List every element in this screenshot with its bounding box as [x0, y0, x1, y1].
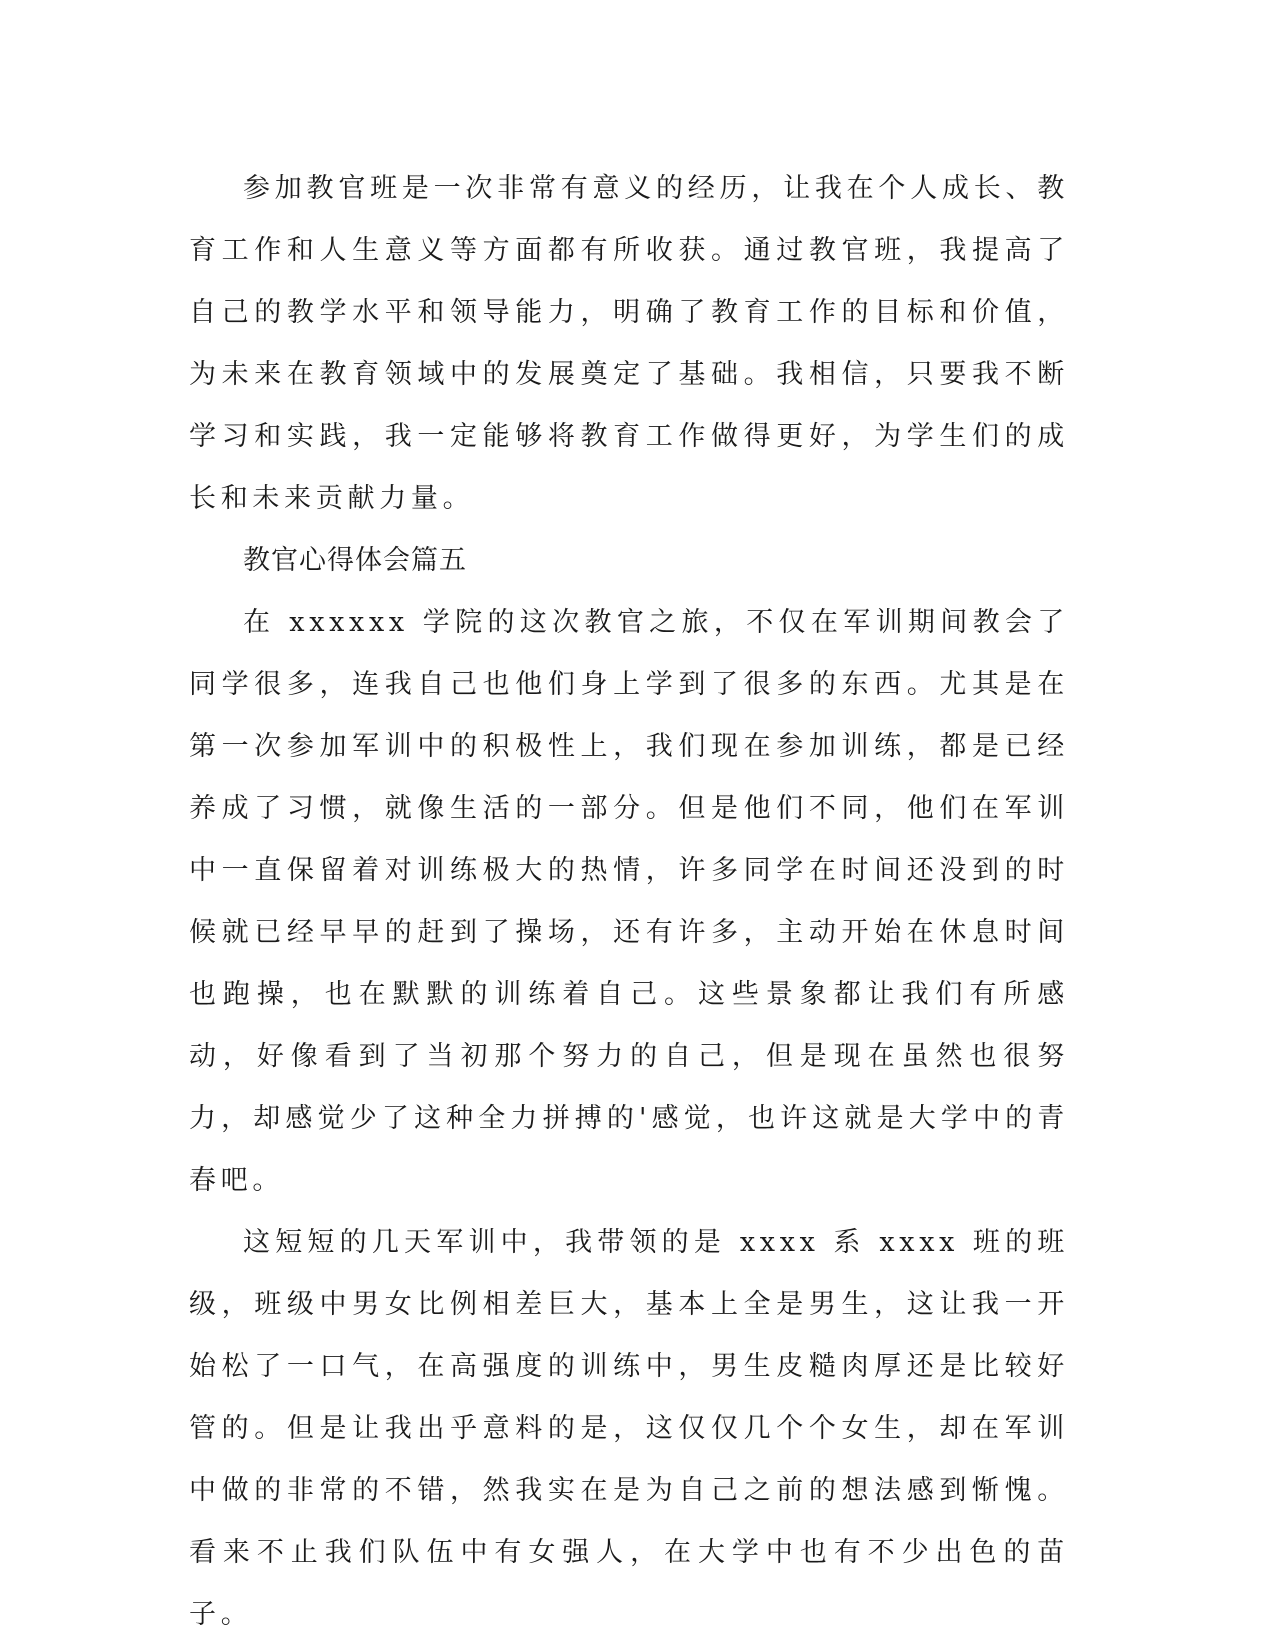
section-heading: 教官心得体会篇五	[243, 545, 467, 576]
document-body	[189, 158, 1069, 1646]
paragraph-class-training: 这短短的几天军训中，我带领的是 xxxx 系 xxxx 班的班级，班级中男女比例相差巨大，基本上全是男生，这让我一开始松了一口气，在高强度的训练中，男生皮糙肉厚还是比较好管的。但是让我出乎意料的是，这仅仅几个个女生，却在军训中做的非常的不错，然我实在是为自己之前的想法感到惭愧。看来不止我们队伍中有女强人，在大学中也有不少出色的苗子。	[189, 1227, 1069, 1630]
paragraph-academy-trip: 在 xxxxxx 学院的这次教官之旅，不仅在军训期间教会了同学很多，连我自己也他们身上学到了很多的东西。尤其是在第一次参加军训中的积极性上，我们现在参加训练，都是已经养成了习惯，就像生活的一部分。但是他们不同，他们在军训中一直保留着对训练极大的热情，许多同学在时间还没到的时候就已经早早的赶到了操场，还有许多，主动开始在休息时间也跑操，也在默默的训练着自己。这些景象都让我们有所感动，好像看到了当初那个努力的自己，但是现在虽然也很努力，却感觉少了这种全力拼搏的'感觉，也许这就是大学中的青春吧。	[189, 607, 1069, 1196]
paragraph-conclusion: 参加教官班是一次非常有意义的经历，让我在个人成长、教育工作和人生意义等方面都有所收获。通过教官班，我提高了自己的教学水平和领导能力，明确了教育工作的目标和价值，为未来在教育领域中的发展奠定了基础。我相信，只要我不断学习和实践，我一定能够将教育工作做得更好，为学生们的成长和未来贡献力量。	[189, 173, 1069, 514]
